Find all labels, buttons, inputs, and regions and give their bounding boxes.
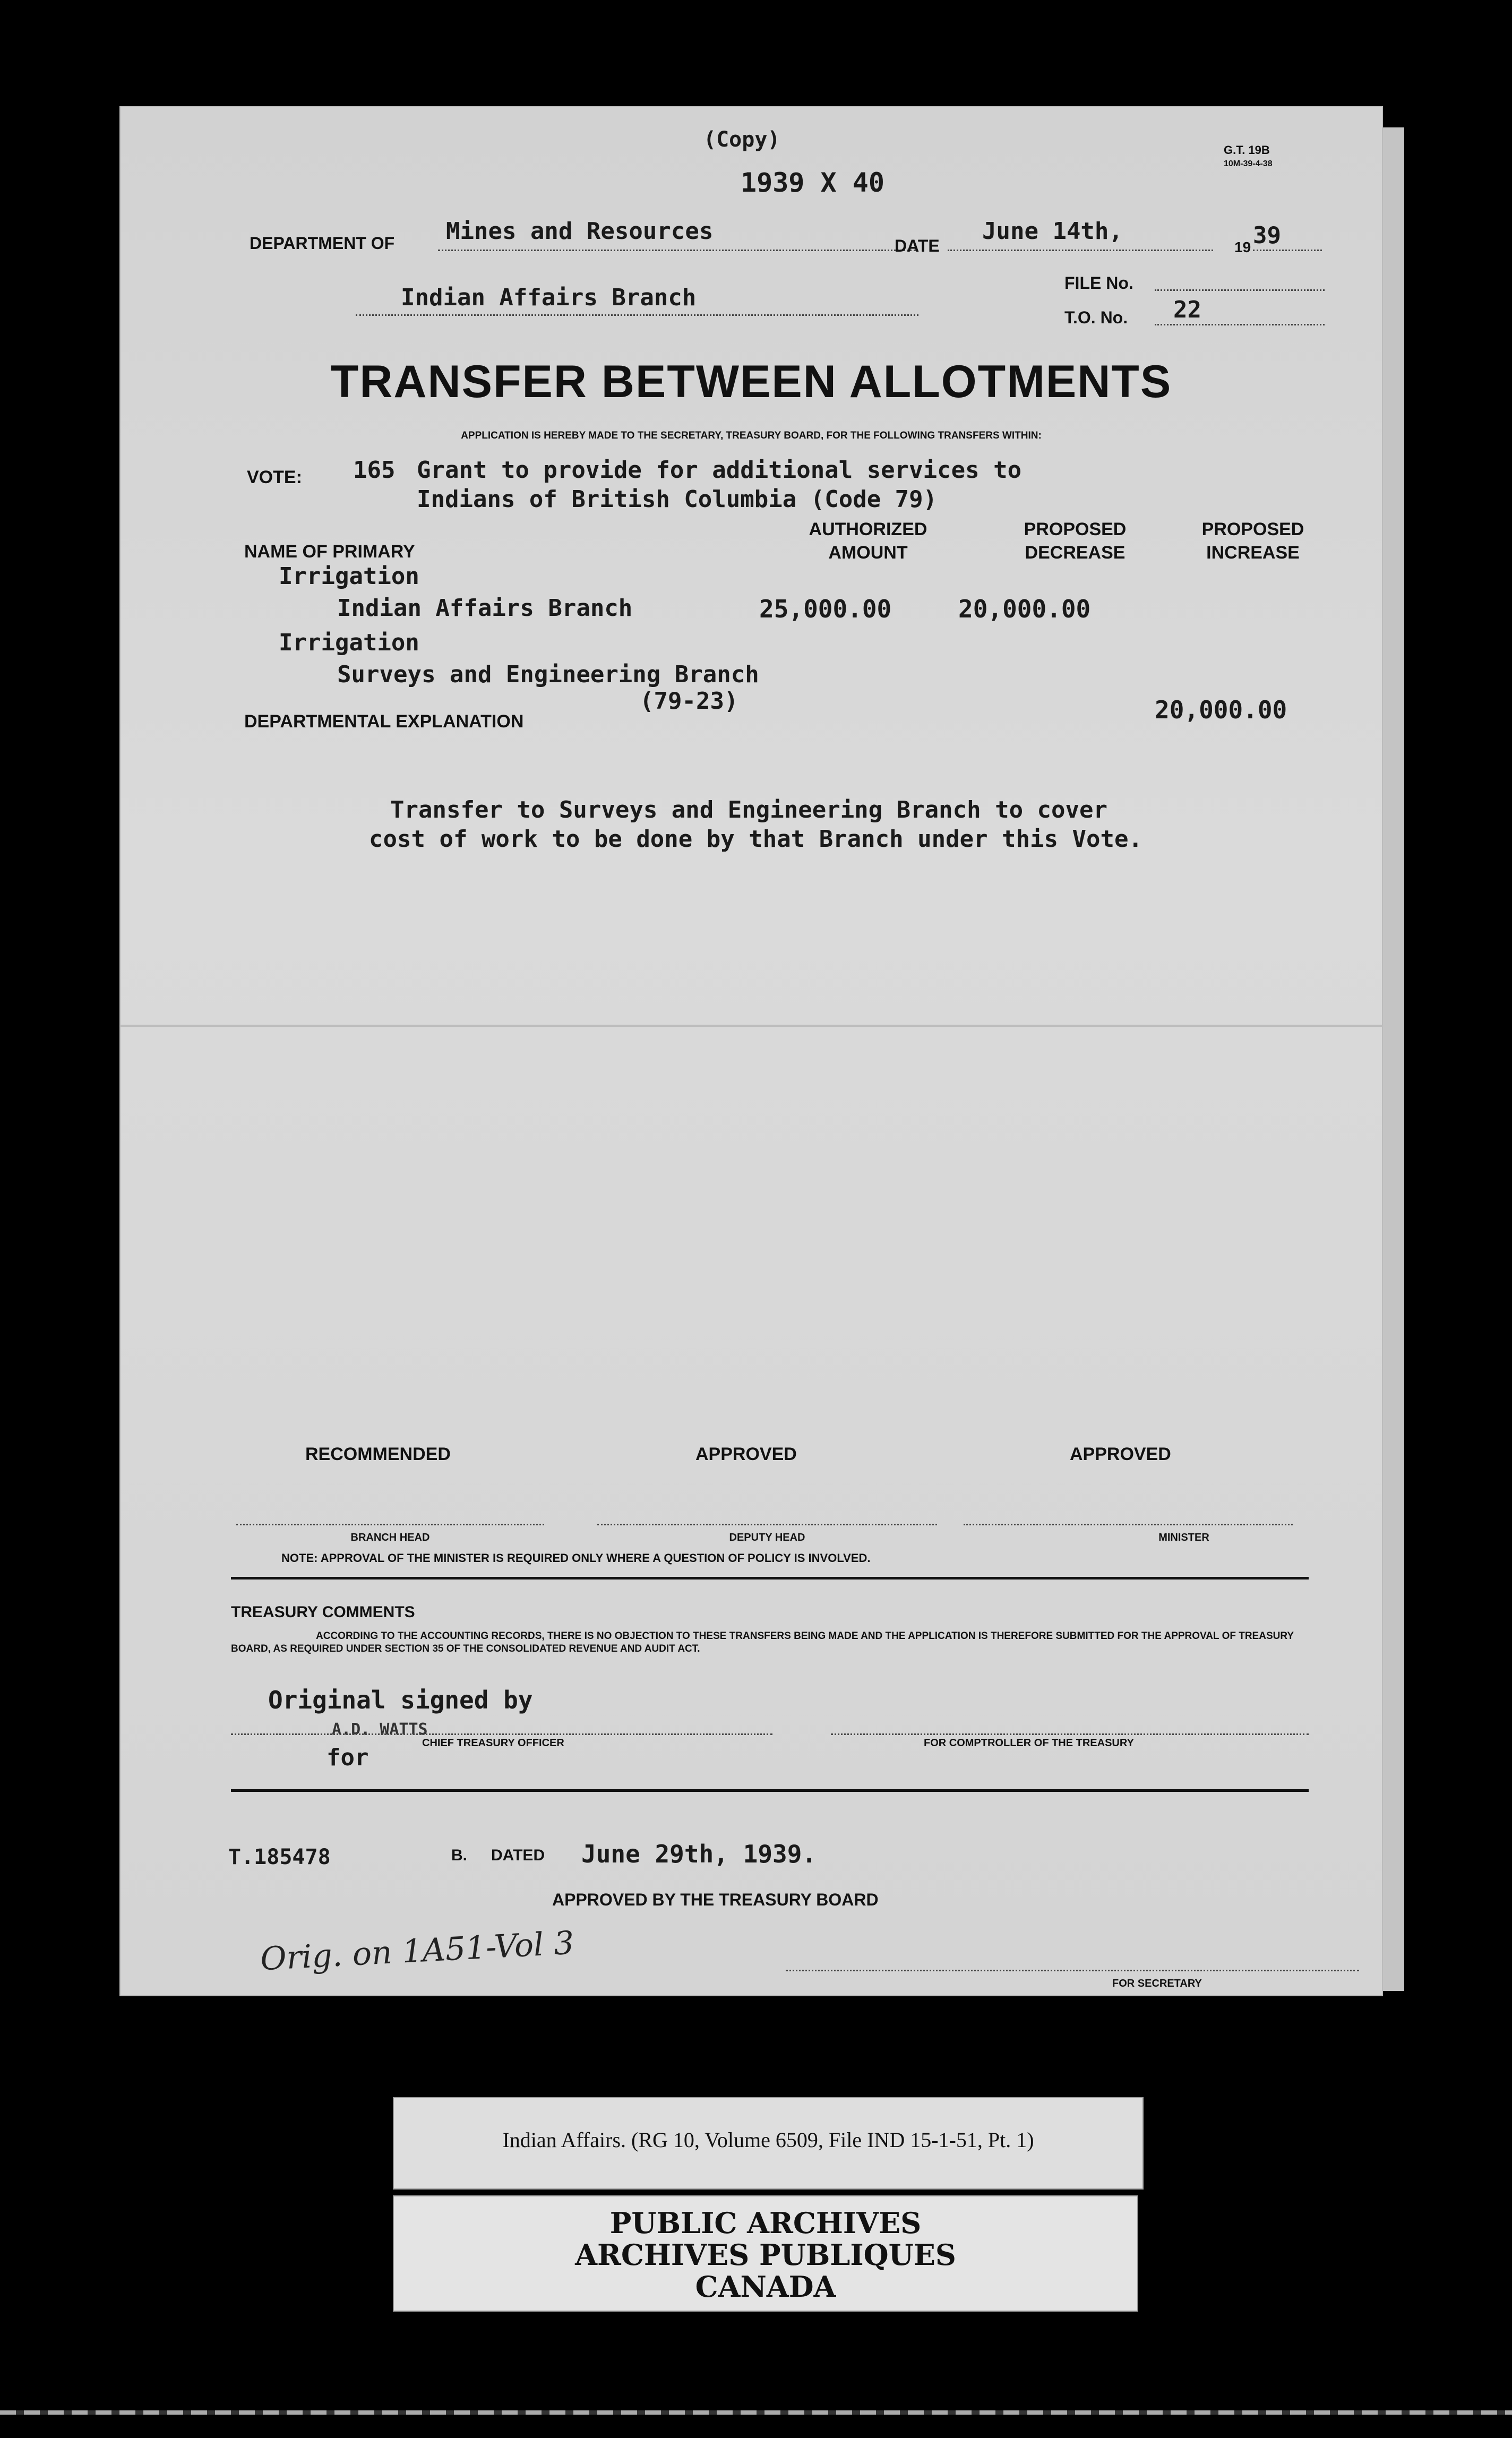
for-text: for xyxy=(327,1744,369,1771)
archive-stamp xyxy=(393,2195,1138,2312)
row2-increase: 20,000.00 xyxy=(1155,696,1287,724)
date-year-prefix: 19 xyxy=(1234,239,1251,255)
page-edge xyxy=(1383,127,1404,1991)
archive-citation-card xyxy=(393,2097,1144,2190)
for-secretary-label: FOR SECRETARY xyxy=(1112,1978,1202,1989)
department-value: Mines and Resources xyxy=(446,218,714,245)
row2-primary: Irrigation xyxy=(279,629,419,656)
chief-officer-label: CHIEF TREASURY OFFICER xyxy=(422,1737,564,1749)
date-year-value: 39 xyxy=(1253,222,1281,249)
policy-note: NOTE: APPROVAL OF THE MINISTER IS REQUIRED ONLY WHERE A QUESTION OF POLICY IS INVOLVED. xyxy=(281,1551,871,1565)
date-line xyxy=(948,250,1213,251)
section-rule-1 xyxy=(231,1577,1309,1579)
signer-name: A.D. WATTS xyxy=(332,1720,428,1739)
page-fold xyxy=(119,1025,1383,1027)
branch-line xyxy=(356,314,918,316)
archive-line-3: CANADA xyxy=(695,2270,836,2304)
dated-label: DATED xyxy=(491,1847,545,1864)
row1-decrease: 20,000.00 xyxy=(958,595,1091,623)
recommended-label: RECOMMENDED xyxy=(305,1444,451,1464)
to-no-value: 22 xyxy=(1173,296,1201,323)
file-no-label: FILE No. xyxy=(1064,273,1133,293)
row2-sub: Surveys and Engineering Branch xyxy=(337,661,759,688)
film-edge xyxy=(0,2410,1512,2415)
to-no-label: T.O. No. xyxy=(1064,308,1128,327)
department-line xyxy=(438,250,916,251)
form-print-code: 10M-39-4-38 xyxy=(1224,159,1273,168)
archive-stamp-text xyxy=(394,2207,1137,2303)
minister-label: MINISTER xyxy=(1158,1532,1209,1543)
department-label: DEPARTMENT OF xyxy=(250,234,395,253)
application-text: APPLICATION IS HEREBY MADE TO THE SECRETARY, TREASURY BOARD, FOR THE FOLLOWING TRANSFERS WITHIN: xyxy=(461,430,1042,441)
original-signed: Original signed by xyxy=(268,1686,533,1714)
row1-authorized: 25,000.00 xyxy=(759,595,892,623)
fiscal-year: 1939 X 40 xyxy=(741,167,884,198)
vote-line-1: Grant to provide for additional services to xyxy=(417,457,1022,484)
branch-value: Indian Affairs Branch xyxy=(401,284,697,311)
date-label: DATE xyxy=(895,236,940,255)
copy-mark: (Copy) xyxy=(703,127,780,152)
handwritten-note: Orig. on 1A51-Vol 3 xyxy=(259,1924,575,1978)
approved-by-board: APPROVED BY THE TREASURY BOARD xyxy=(552,1890,879,1909)
form-title: TRANSFER BETWEEN ALLOTMENTS xyxy=(330,356,1172,407)
to-no-line xyxy=(1155,324,1325,325)
row1-sub: Indian Affairs Branch xyxy=(337,595,633,622)
row1-primary: Irrigation xyxy=(279,563,419,590)
chief-officer-line xyxy=(231,1733,772,1735)
explanation-line-1: Transfer to Surveys and Engineering Branch to cover xyxy=(390,796,1108,823)
file-no-line xyxy=(1155,289,1325,291)
dated-value: June 29th, 1939. xyxy=(581,1840,817,1868)
t-number: T.185478 xyxy=(228,1845,331,1869)
section-rule-2 xyxy=(231,1789,1309,1792)
archive-line-1: PUBLIC ARCHIVES xyxy=(609,2206,922,2240)
comptroller-line xyxy=(831,1733,1309,1735)
form-number: G.T. 19B xyxy=(1224,143,1270,157)
treasury-text: ACCORDING TO THE ACCOUNTING RECORDS, THERE IS NO OBJECTION TO THESE TRANSFERS BEING MADE AND THE APPLICATION IS THEREFORE SUBMITTED FOR THE APPROVAL OF TREASURY BOARD, AS REQUIRED UNDER SECTION 35 OF THE CONSOLIDATED REVENUE AND AUDIT ACT. xyxy=(231,1630,1294,1654)
archive-citation: Indian Affairs. (RG 10, Volume 6509, File IND 15-1-51, Pt. 1) xyxy=(502,2128,1034,2152)
deputy-head-label: DEPUTY HEAD xyxy=(729,1532,805,1543)
primary-header: NAME OF PRIMARY xyxy=(244,542,415,562)
vote-line-2: Indians of British Columbia (Code 79) xyxy=(417,486,938,513)
branch-head-label: BRANCH HEAD xyxy=(350,1532,430,1543)
date-year-line xyxy=(1253,250,1322,251)
vote-number: 165 xyxy=(353,457,396,484)
treasury-heading: TREASURY COMMENTS xyxy=(231,1603,415,1621)
comptroller-label: FOR COMPTROLLER OF THE TREASURY xyxy=(924,1737,1134,1749)
explanation-line-2: cost of work to be done by that Branch under this Vote. xyxy=(369,826,1142,853)
row2-code: (79-23) xyxy=(640,688,738,715)
explanation-label: DEPARTMENTAL EXPLANATION xyxy=(244,711,524,732)
increase-header: PROPOSED INCREASE xyxy=(1201,519,1304,563)
date-value: June 14th, xyxy=(982,218,1123,245)
document-page xyxy=(119,106,1383,1996)
deputy-head-signature-line xyxy=(597,1524,937,1525)
minister-signature-line xyxy=(964,1524,1293,1525)
authorized-header: AUTHORIZED AMOUNT xyxy=(809,519,927,563)
approved-label-1: APPROVED xyxy=(695,1444,797,1464)
secretary-line xyxy=(786,1970,1359,1971)
b-label: B. xyxy=(451,1847,467,1864)
approved-label-2: APPROVED xyxy=(1070,1444,1171,1464)
vote-label: VOTE: xyxy=(247,467,302,487)
branch-head-signature-line xyxy=(236,1524,544,1525)
decrease-header: PROPOSED DECREASE xyxy=(1024,519,1127,563)
archive-line-2: ARCHIVES PUBLIQUES xyxy=(575,2238,956,2272)
